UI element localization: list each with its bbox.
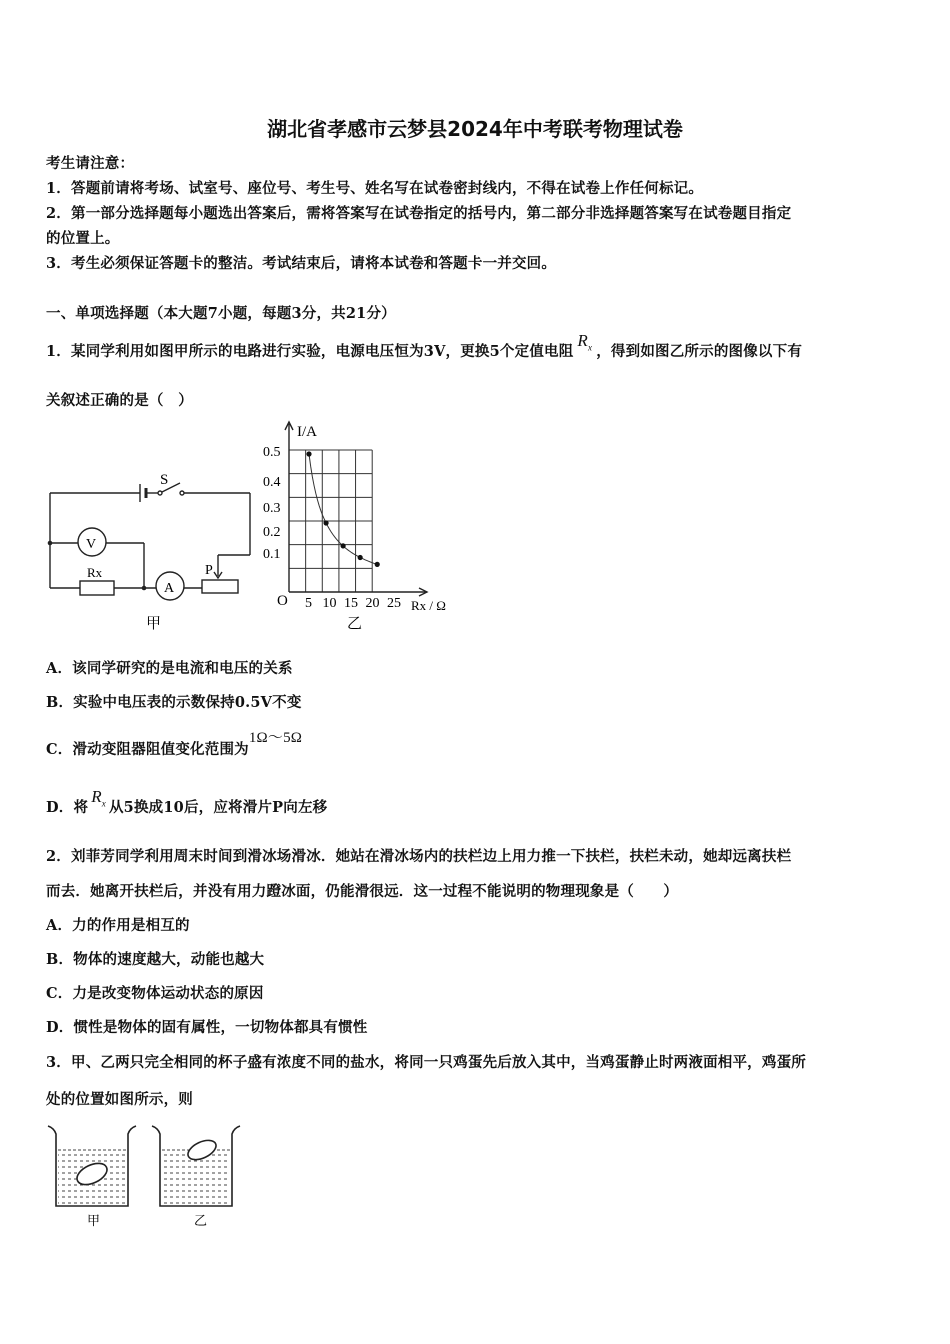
q1-option-a: A．该同学研究的是电流和电压的关系 [46, 660, 293, 677]
q1-stem [46, 331, 803, 362]
junction-dot [48, 541, 53, 546]
rx-label: Rx [87, 565, 103, 580]
q1-option-d [46, 787, 328, 818]
x-tick-label: 15 [344, 596, 358, 611]
switch-label: S [160, 472, 169, 488]
circuit-diagram [40, 468, 255, 633]
x-tick-label: 25 [387, 596, 401, 611]
option-c-text: C．滑动变阻器阻值变化范围为 [46, 741, 249, 758]
graph-grid [289, 450, 372, 592]
notice-item: 1．答题前请将考场、试室号、座位号、考生号、姓名写在试卷密封线内，不得在试卷上作任何标记。 [46, 180, 704, 197]
page-title: 湖北省孝感市云梦县2024年中考联考物理试卷 [267, 117, 683, 141]
data-point [375, 562, 380, 567]
beaker-figure [44, 1122, 244, 1232]
beaker-left-caption: 甲 [87, 1213, 101, 1228]
data-point [323, 520, 328, 525]
q1-stem-part1: 1．某同学利用如图甲所示的电路进行实验，电源电压恒为3V，更换5个定值电阻 [46, 343, 574, 360]
y-axis-label: I/A [297, 424, 317, 440]
q2-option-a: A．力的作用是相互的 [46, 917, 190, 934]
beaker-left [48, 1126, 136, 1206]
q2-stem-line2: 而去．她离开扶栏后，并没有用力蹬冰面，仍能滑很远．这一过程不能说明的物理现象是（ ） [46, 883, 679, 900]
graph-caption: 乙 [347, 616, 363, 632]
switch-pivot [158, 491, 162, 495]
data-point [341, 543, 346, 548]
notice-item: 3．考生必须保证答题卡的整洁。考试结束后，请将本试卷和答题卡一并交回。 [46, 255, 557, 272]
y-tick-label: 0.1 [263, 547, 281, 562]
y-tick-label: 0.2 [263, 525, 281, 540]
y-tick-label: 0.4 [263, 475, 281, 490]
data-point [306, 451, 311, 456]
rx-symbol: $R_x$ [91, 787, 106, 809]
q1-stem-part2: ，得到如图乙所示的图像以下有 [596, 343, 803, 360]
y-tick-labels [263, 445, 281, 562]
x-tick-label: 20 [365, 596, 380, 611]
data-point [358, 555, 363, 560]
q2-option-b: B．物体的速度越大，动能也越大 [46, 951, 265, 968]
q1-option-b: B．实验中电压表的示数保持0.5V不变 [46, 694, 302, 711]
slider-label: P [205, 563, 213, 578]
option-d-part2: 从5换成10后，应将滑片P向左移 [108, 799, 328, 816]
x-tick-labels [305, 596, 401, 611]
y-tick-label: 0.3 [263, 501, 281, 516]
q2-option-d: D．惯性是物体的固有属性，一切物体都具有惯性 [46, 1019, 368, 1036]
x-tick-label: 10 [322, 596, 337, 611]
option-d-part1: D．将 [46, 799, 89, 816]
beaker-right [152, 1126, 240, 1206]
q1-option-c [46, 730, 303, 759]
rx-symbol: $R_x$ [577, 331, 593, 353]
beaker-right-caption: 乙 [194, 1213, 208, 1228]
data-points [306, 451, 379, 567]
q3-stem-line1: 3．甲、乙两只完全相同的杯子盛有浓度不同的盐水，将同一只鸡蛋先后放入其中，当鸡蛋静止时两液面相平，鸡蛋所 [46, 1054, 806, 1071]
junction-dot [142, 586, 147, 591]
circuit-caption: 甲 [146, 616, 162, 632]
q2-stem-line1: 2．刘菲芳同学利用周末时间到滑冰场滑冰．她站在滑冰场内的扶栏边上用力推一下扶栏，扶栏未动，她却远离扶栏 [46, 848, 792, 865]
section-heading: 一、单项选择题（本大题7小题，每题3分，共21分） [46, 305, 396, 322]
q3-stem-line2: 处的位置如图所示，则 [46, 1091, 193, 1108]
option-c-range: 1Ω～5Ω [248, 730, 303, 746]
notice-heading: 考生请注意： [46, 155, 135, 172]
x-axis-label: Rx / Ω [411, 598, 446, 613]
current-resistance-graph [255, 418, 465, 633]
q2-option-c: C．力是改变物体运动状态的原因 [46, 985, 264, 1002]
rheostat [202, 580, 238, 593]
resistor-rx [80, 581, 114, 595]
switch-contact [180, 491, 184, 495]
origin-label: O [277, 593, 288, 609]
x-tick-label: 5 [305, 596, 312, 611]
y-tick-label: 0.5 [263, 445, 281, 460]
notice-item: 的位置上。 [46, 230, 120, 247]
notice-item: 2．第一部分选择题每小题选出答案后，需将答案写在试卷指定的括号内，第二部分非选择题答案写在试卷题目指定 [46, 205, 792, 222]
ammeter-label: A [164, 581, 175, 596]
voltmeter-label: V [86, 537, 97, 552]
q1-stem-line2: 关叙述正确的是（ ） [46, 392, 193, 409]
